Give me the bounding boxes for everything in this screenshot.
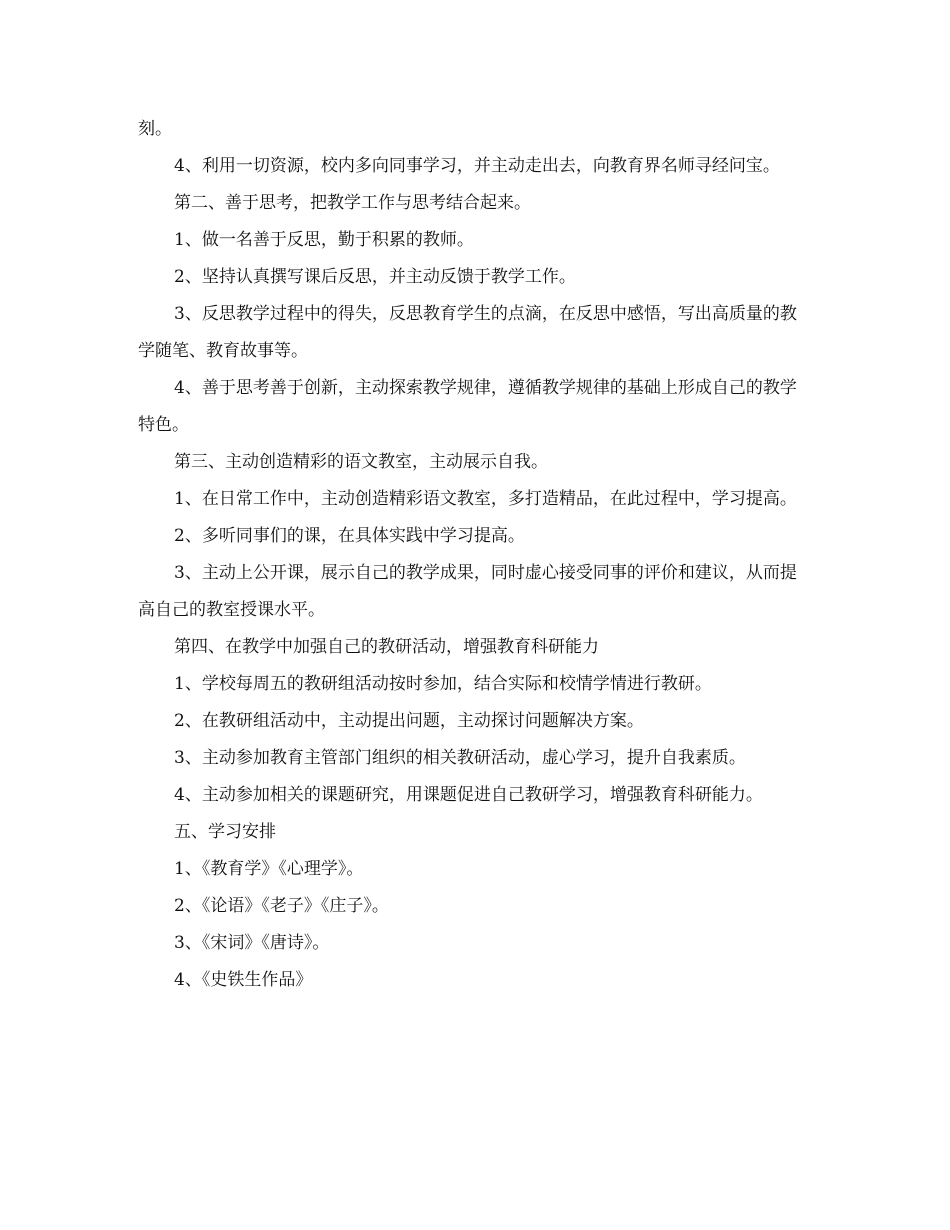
list-item: 3、《宋词》《唐诗》。 [174,933,330,953]
section-heading: 第四、在教学中加强自己的教研活动，增强教育科研能力 [174,637,599,657]
paragraph: 3、主动上公开课，展示自己的教学成果，同时虚心接受同事的评价和建议，从而提高自己的教室授课水平。 [138,563,797,620]
list-item: 1、《教育学》《心理学》。 [174,859,364,879]
paragraph: 4、利用一切资源，校内多向同事学习，并主动走出去，向教育界名师寻经问宝。 [174,156,780,176]
paragraph: 1、做一名善于反思，勤于积累的教师。 [174,230,474,250]
paragraph: 1、在日常工作中，主动创造精彩语文教室，多打造精品，在此过程中，学习提高。 [174,489,797,509]
paragraph: 3、反思教学过程中的得失，反思教育学生的点滴，在反思中感悟，写出高质量的教学随笔、教育故事等。 [138,304,797,361]
paragraph: 2、多听同事们的课，在具体实践中学习提高。 [174,526,525,546]
section-heading: 五、学习安排 [174,822,276,842]
paragraph: 4、善于思考善于创新，主动探索教学规律，遵循教学规律的基础上形成自己的教学特色。 [138,378,797,435]
list-item: 2、《论语》《老子》《庄子》。 [174,896,389,916]
paragraph: 2、在教研组活动中，主动提出问题，主动探讨问题解决方案。 [174,711,644,731]
paragraph: 3、主动参加教育主管部门组织的相关教研活动，虚心学习，提升自我素质。 [174,748,746,768]
paragraph: 4、主动参加相关的课题研究，用课题促进自己教研学习，增强教育科研能力。 [174,785,763,805]
paragraph: 2、坚持认真撰写课后反思，并主动反馈于教学工作。 [174,267,576,287]
paragraph: 刻。 [138,119,172,139]
section-heading: 第三、主动创造精彩的语文教室，主动展示自我。 [174,452,548,472]
section-heading: 第二、善于思考，把教学工作与思考结合起来。 [174,193,531,213]
list-item: 4、《史铁生作品》 [174,970,313,990]
document-body [138,111,810,999]
paragraph: 1、学校每周五的教研组活动按时参加，结合实际和校情学情进行教研。 [174,674,712,694]
